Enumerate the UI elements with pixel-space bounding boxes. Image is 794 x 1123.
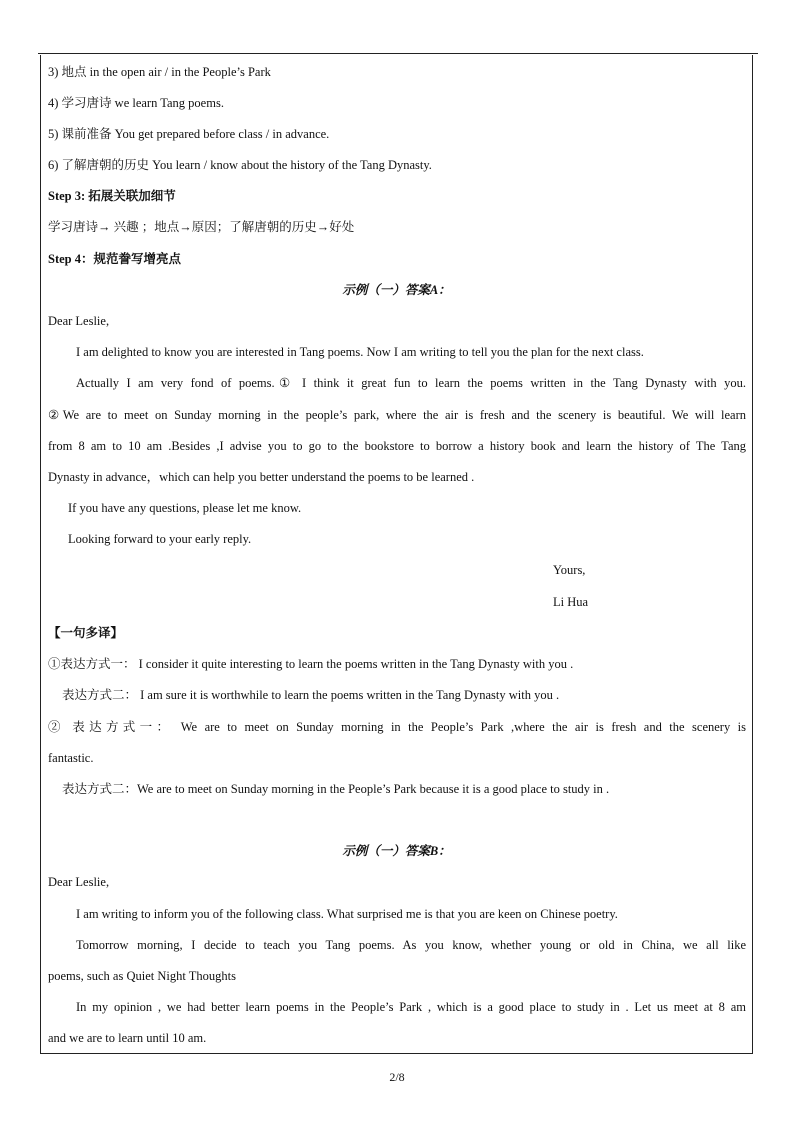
outline-item-5: 5) 课前准备 You get prepared before class / in advance. bbox=[48, 127, 330, 141]
page-number: 2/8 bbox=[389, 1070, 405, 1084]
step3-heading: Step 3: 拓展关联加细节 bbox=[48, 189, 176, 203]
sample-a-paragraph-3: If you have any questions, please let me know. bbox=[68, 501, 302, 515]
step3-text: 学习唐诗→ 兴趣 ；地点→原因；了解唐朝的历史→好处 bbox=[48, 220, 355, 234]
variant-2a-continued: fantastic. bbox=[48, 751, 94, 765]
outline-item-3: 3) 地点 in the open air / in the People’s Park bbox=[48, 65, 271, 79]
sample-a-paragraph-2-line-1: Actually I am very fond of poems.① I think it great fun to learn the poems written in the Tang Dynasty with you. bbox=[76, 376, 746, 390]
sample-b-paragraph-3-line-1: In my opinion , we had better learn poems in the People’s Park , which is a good place to study in . Let us meet at 8 am bbox=[76, 1000, 746, 1014]
sample-a-closing: Yours, bbox=[553, 563, 586, 577]
sample-a-paragraph-2-line-3: from 8 am to 10 am .Besides ,I advise you to go to the bookstore to borrow a history book and learn the history of The Tang bbox=[48, 439, 746, 453]
sample-a-greeting: Dear Leslie, bbox=[48, 314, 110, 328]
variant-2a: ② 表达方式一： We are to meet on Sunday morning in the People’s Park ,where the air is fresh and the scenery is bbox=[48, 720, 746, 734]
variant-1a: ①表达方式一： I consider it quite interesting to learn the poems written in the Tang Dynasty with you . bbox=[48, 657, 574, 671]
sample-a-signature: Li Hua bbox=[553, 595, 589, 609]
outline-item-6: 6) 了解唐朝的历史 You learn / know about the history of the Tang Dynasty. bbox=[48, 158, 432, 172]
sample-b-title: 示例（一）答案B： bbox=[342, 844, 451, 858]
variants-heading: 【一句多译】 bbox=[48, 626, 124, 640]
sample-b-paragraph-1: I am writing to inform you of the following class. What surprised me is that you are keen on Chinese poetry. bbox=[76, 907, 618, 921]
sample-b-greeting: Dear Leslie, bbox=[48, 875, 110, 889]
sample-b-paragraph-3-line-2: and we are to learn until 10 am. bbox=[48, 1031, 207, 1045]
sample-b-paragraph-2-line-1: Tomorrow morning, I decide to teach you Tang poems. As you know, whether young or old in China, we all like bbox=[76, 938, 746, 952]
sample-a-title: 示例（一）答案A： bbox=[342, 283, 451, 297]
sample-a-paragraph-2-line-4: Dynasty in advance，which can help you better understand the poems to be learned . bbox=[48, 470, 475, 484]
sample-a-paragraph-4: Looking forward to your early reply. bbox=[68, 532, 252, 546]
sample-b-paragraph-2-line-2: poems, such as Quiet Night Thoughts bbox=[48, 969, 236, 983]
variant-1b: 表达方式二： I am sure it is worthwhile to learn the poems written in the Tang Dynasty with you . bbox=[62, 688, 560, 702]
variant-2b: 表达方式二：We are to meet on Sunday morning in the People’s Park because it is a good place to study in . bbox=[62, 782, 610, 796]
header-rule bbox=[38, 53, 758, 54]
content-frame bbox=[40, 55, 753, 1054]
sample-a-paragraph-1: I am delighted to know you are interested in Tang poems. Now I am writing to tell you the plan for the next class. bbox=[76, 345, 644, 359]
sample-a-paragraph-2-line-2: ②We are to meet on Sunday morning in the people’s park, where the air is fresh and the scenery is beautiful. We will learn bbox=[48, 408, 746, 422]
step4-heading: Step 4：规范誊写增亮点 bbox=[48, 252, 181, 266]
outline-item-4: 4) 学习唐诗 we learn Tang poems. bbox=[48, 96, 224, 110]
